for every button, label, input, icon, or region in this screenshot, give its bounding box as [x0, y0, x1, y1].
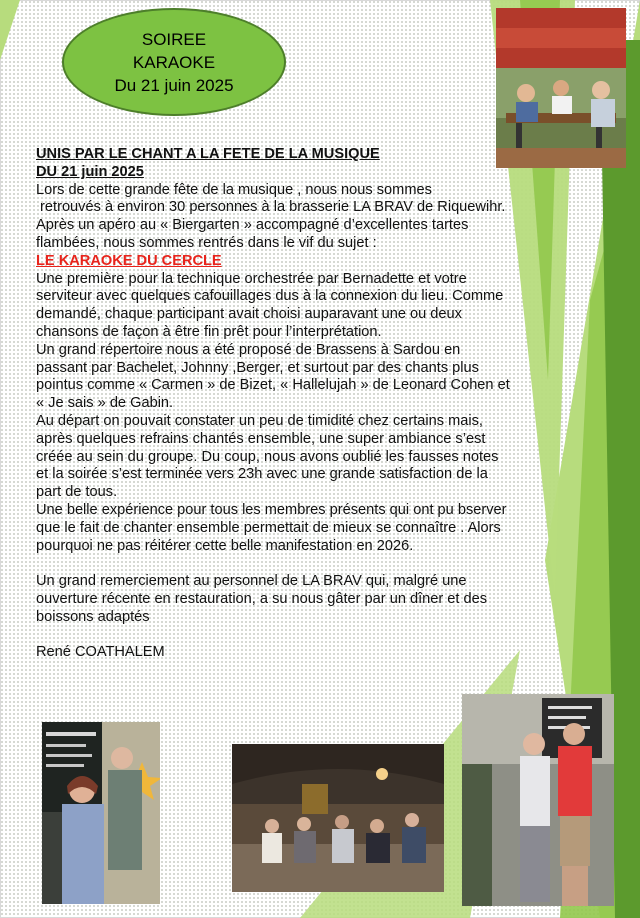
headline-2: DU 21 juin 2025 — [36, 163, 144, 180]
intro-line: retrouvés à environ 30 personnes à la brasserie LA BRAV de Riquewihr. — [36, 199, 506, 216]
body-line: pointus comme « Carmen » de Bizet, « Hallelujah » de Leonard Cohen et — [36, 377, 510, 394]
body-line: chansons de façon à être fin prêt pour l’interprétation. — [36, 323, 382, 340]
body-line: part de tous. — [36, 484, 118, 501]
audience-photo — [232, 744, 444, 892]
body-line: demandé, chaque participant avait choisi auparavant une ou deux — [36, 306, 462, 323]
thanks-line: ouverture récente en restauration, a su nous gâter par un dîner et des — [36, 590, 488, 607]
body-line: serviteur avec quelques cafouillages dus à la connexion du lieu. Comme — [36, 288, 504, 305]
intro-line: flambées, nous sommes rentrés dans le vif du sujet : — [36, 234, 377, 251]
two-singers-photo — [462, 694, 614, 906]
left-top-stripe — [0, 0, 20, 60]
body-line: « Je sais » de Gabin. — [36, 395, 174, 412]
body-line: créée au sein du groupe. Du coup, nous avons oublié les fausses notes — [36, 448, 499, 465]
body-line: passant par Bachelet, Johnny ,Berger, et surtout par des chants plus — [36, 359, 479, 376]
intro-line: Lors de cette grande fête de la musique , nous nous sommes — [36, 181, 432, 198]
body-line: pourquoi ne pas réitérer cette belle manifestation en 2026. — [36, 537, 414, 554]
thanks-line: boissons adaptés — [36, 608, 150, 625]
body-line: Au départ on pouvait constater un peu de timidité chez certains mais, — [36, 412, 483, 429]
intro-line: Après un apéro au « Biergarten » accompagné d’excellentes tartes — [36, 217, 469, 234]
headline-1: UNIS PAR LE CHANT A LA FETE DE LA MUSIQUE — [36, 146, 380, 162]
body-line: Une première pour la technique orchestrée par Bernadette et votre — [36, 270, 467, 287]
body-line: que le fait de chanter ensemble permettait de mieux se connaître . Alors — [36, 519, 501, 536]
signature: René COATHALEM — [36, 644, 165, 661]
body-line: Un grand répertoire nous a été proposé de Brassens à Sardou en — [36, 341, 461, 358]
article-body — [36, 146, 556, 662]
body-line: et la soirée s’est terminée vers 23h avec une grande satisfaction de la — [36, 466, 488, 483]
title-line-1: SOIREE — [141, 29, 207, 49]
title-line-2: KARAOKE — [132, 52, 216, 72]
singer-couple-photo — [42, 722, 160, 904]
section-heading: LE KARAOKE DU CERCLE — [36, 252, 222, 269]
thanks-line: Un grand remerciement au personnel de LA BRAV qui, malgré une — [36, 573, 467, 590]
title-line-3: Du 21 juin 2025 — [114, 75, 234, 95]
body-line: Une belle expérience pour tous les membres présents qui ont pu bserver — [36, 501, 507, 518]
paragraph-gap — [36, 555, 556, 573]
paragraph-gap — [36, 627, 556, 645]
beer-garden-photo — [496, 8, 626, 168]
title-ellipse — [62, 8, 286, 116]
body-line: après quelques refrains chantés ensemble, une super ambiance s’est — [36, 430, 486, 447]
